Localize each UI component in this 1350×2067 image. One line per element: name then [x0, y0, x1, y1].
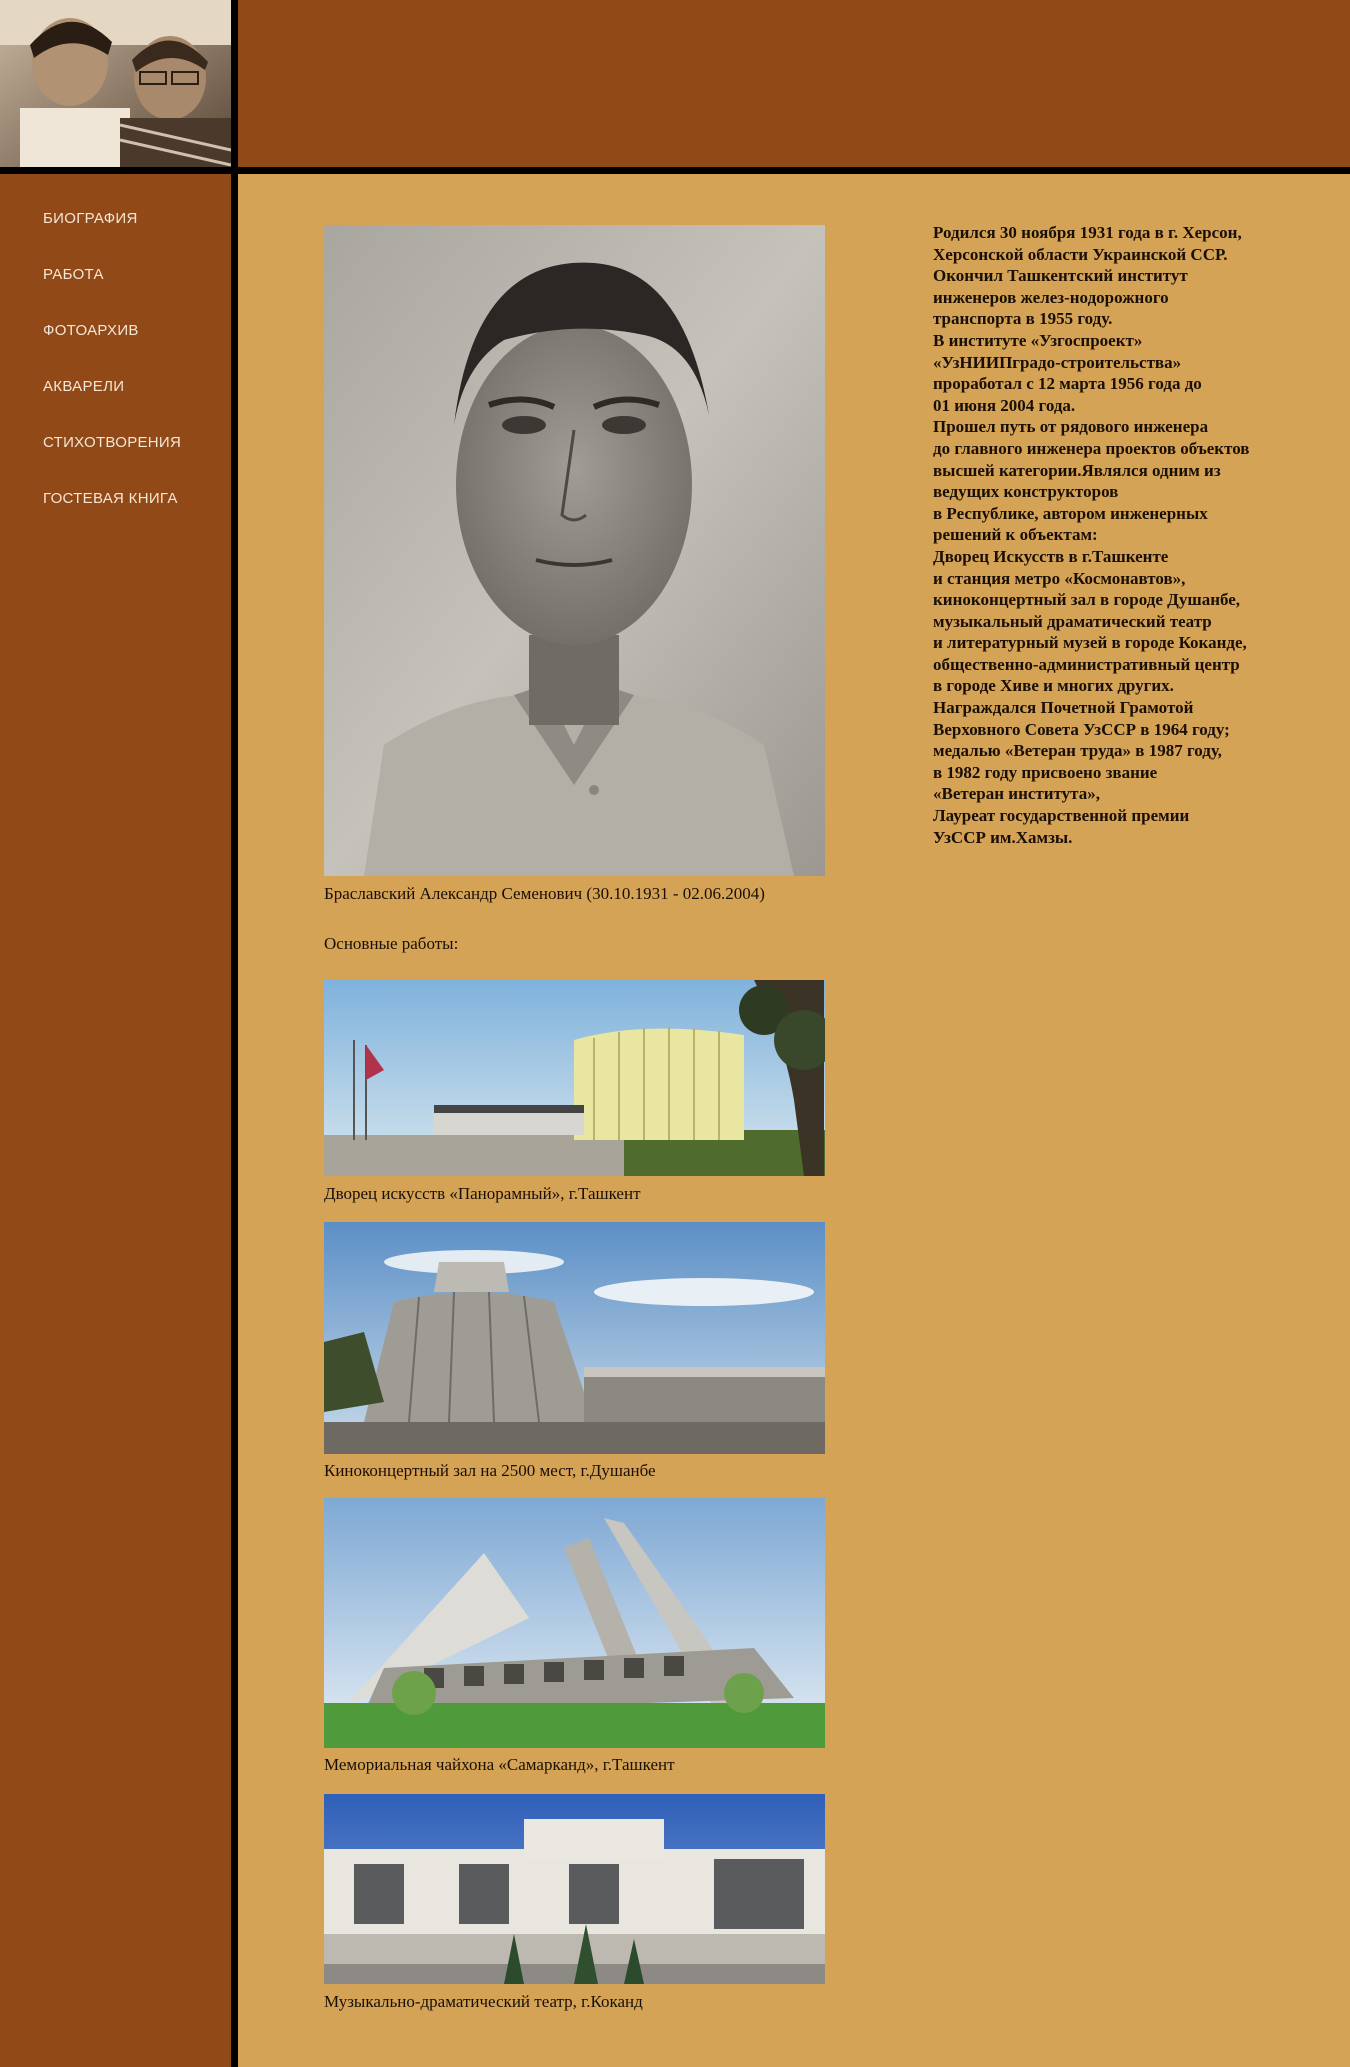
nav-item-biography [43, 210, 181, 266]
work-photo-kokand-theatre [324, 1794, 825, 1984]
nav-link-guestbook[interactable]: ГОСТЕВАЯ КНИГА [43, 490, 178, 507]
sidebar-nav [43, 210, 181, 546]
header-divider [0, 167, 1350, 174]
portrait-photo [324, 225, 825, 876]
nav-link-photoarchive[interactable]: ФОТОАРХИВ [43, 322, 139, 339]
works-heading: Основные работы: [324, 934, 459, 953]
portrait-caption: Браславский Александр Семенович (30.10.1931 - 02.06.2004) [324, 884, 765, 903]
nav-item-photoarchive [43, 322, 181, 378]
nav-item-work [43, 266, 181, 322]
work-photo-samarkand-teahouse [324, 1498, 825, 1748]
work-photo-panoramic-palace [324, 980, 825, 1176]
nav-item-poems [43, 434, 181, 490]
nav-link-poems[interactable]: СТИХОТВОРЕНИЯ [43, 434, 182, 451]
header-family-photo [0, 0, 231, 167]
nav-item-watercolors [43, 378, 181, 434]
nav-link-watercolors[interactable]: АКВАРЕЛИ [43, 378, 125, 395]
biography-text: Родился 30 ноября 1931 года в г. Херсон, Херсонской области Украинской ССР. Окончил Ташкентский институт инженеров желез-нодорожного транспорта в 1955 году. В институте «Узгоспроект» «УзНИИПградо-строительства» проработал с 12 марта 1956 года до 01 июня 2004 года. Прошел путь от рядового инженера до главного инженера проектов объектов высшей категории.Являлся одним из ведущих конструкторов в Республике, автором инженерных решений к объектам: Дворец Искусств в г.Ташкенте и станция метро «Космонавтов», киноконцертный зал в городе Душанбе, музыкальный драматический театр и литературный музей в городе Коканде, общественно-административный центр в городе Хиве и многих других. Награждался Почетной Грамотой Верховного Совета УзССР в 1964 году; медалью «Ветеран труда» в 1987 году, в 1982 году присвоено звание «Ветеран института», Лауреат государственной премии УзССР им.Хамзы. [933, 223, 1250, 847]
nav-link-work[interactable]: РАБОТА [43, 266, 104, 283]
work-photo-dushanbe-hall [324, 1222, 825, 1454]
work-caption-panoramic-palace: Дворец искусств «Панорамный», г.Ташкент [324, 1184, 641, 1203]
work-caption-dushanbe-hall: Киноконцертный зал на 2500 мест, г.Душанбе [324, 1461, 656, 1480]
sidebar-divider [231, 0, 238, 2067]
work-caption-kokand-theatre: Музыкально-драматический театр, г.Коканд [324, 1992, 643, 2011]
nav-item-guestbook [43, 490, 181, 546]
nav-link-biography[interactable]: БИОГРАФИЯ [43, 210, 138, 227]
work-caption-samarkand-teahouse: Мемориальная чайхона «Самарканд», г.Ташкент [324, 1755, 675, 1774]
